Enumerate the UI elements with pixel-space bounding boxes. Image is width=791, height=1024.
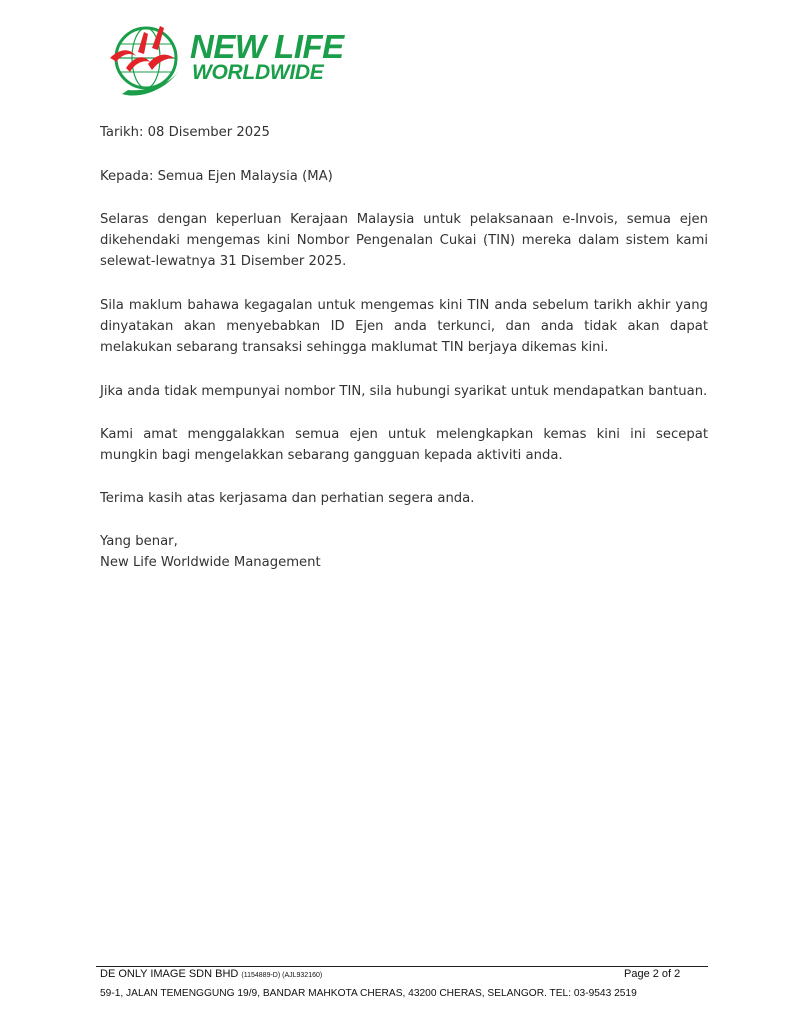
footer-page-number: Page 2 of 2 [624,968,681,980]
paragraph-no-tin: Jika anda tidak mempunyai nombor TIN, sila hubungi syarikat untuk mendapatkan bantuan. [100,384,708,399]
paragraph-thanks: Terima kasih atas kerjasama dan perhatian segera anda. [100,491,475,506]
brand-name-line2: WORLDWIDE [192,61,324,84]
paragraph-einvoice: Selaras dengan keperluan Kerajaan Malaysia untuk pelaksanaan e-Invois, semua ejen dikehendaki mengemas kini Nombor Pengenalan Cukai (TIN) mereka dalam sistem kami selewat-lewatnya 31 Disember 2025. [100,212,708,269]
brand-name-line1: NEW LIFE [190,28,344,65]
paragraph-deadline-warning: Sila maklum bahawa kegagalan untuk mengemas kini TIN anda sebelum tarikh akhir yang dinyatakan akan menyebabkan ID Ejen anda terkunci, dan anda tidak akan dapat melakukan sebarang transaksi sehingga maklumat TIN berjaya dikemas kini. [100,298,708,355]
paragraph-encouragement: Kami amat menggalakkan semua ejen untuk melengkapkan kemas kini ini secepat mungkin bagi mengelakkan sebarang gangguan kepada aktiviti anda. [100,427,708,463]
footer-registration: (1154889-D) (AJL932160) [241,972,323,979]
footer-company-name: DE ONLY IMAGE SDN BHD [100,968,239,980]
new-life-emblem-icon [108,18,188,100]
letter-recipient: Kepada: Semua Ejen Malaysia (MA) [100,169,333,184]
letter-date: Tarikh: 08 Disember 2025 [100,125,270,140]
footer-divider [96,966,708,967]
letter-signer: New Life Worldwide Management [100,555,321,570]
footer-address: 59-1, JALAN TEMENGGUNG 19/9, BANDAR MAHKOTA CHERAS, 43200 CHERAS, SELANGOR. TEL: 03-9543 2519 [100,988,637,999]
company-logo [108,18,348,100]
footer-company [100,968,322,980]
letter-closing: Yang benar, [100,534,178,549]
